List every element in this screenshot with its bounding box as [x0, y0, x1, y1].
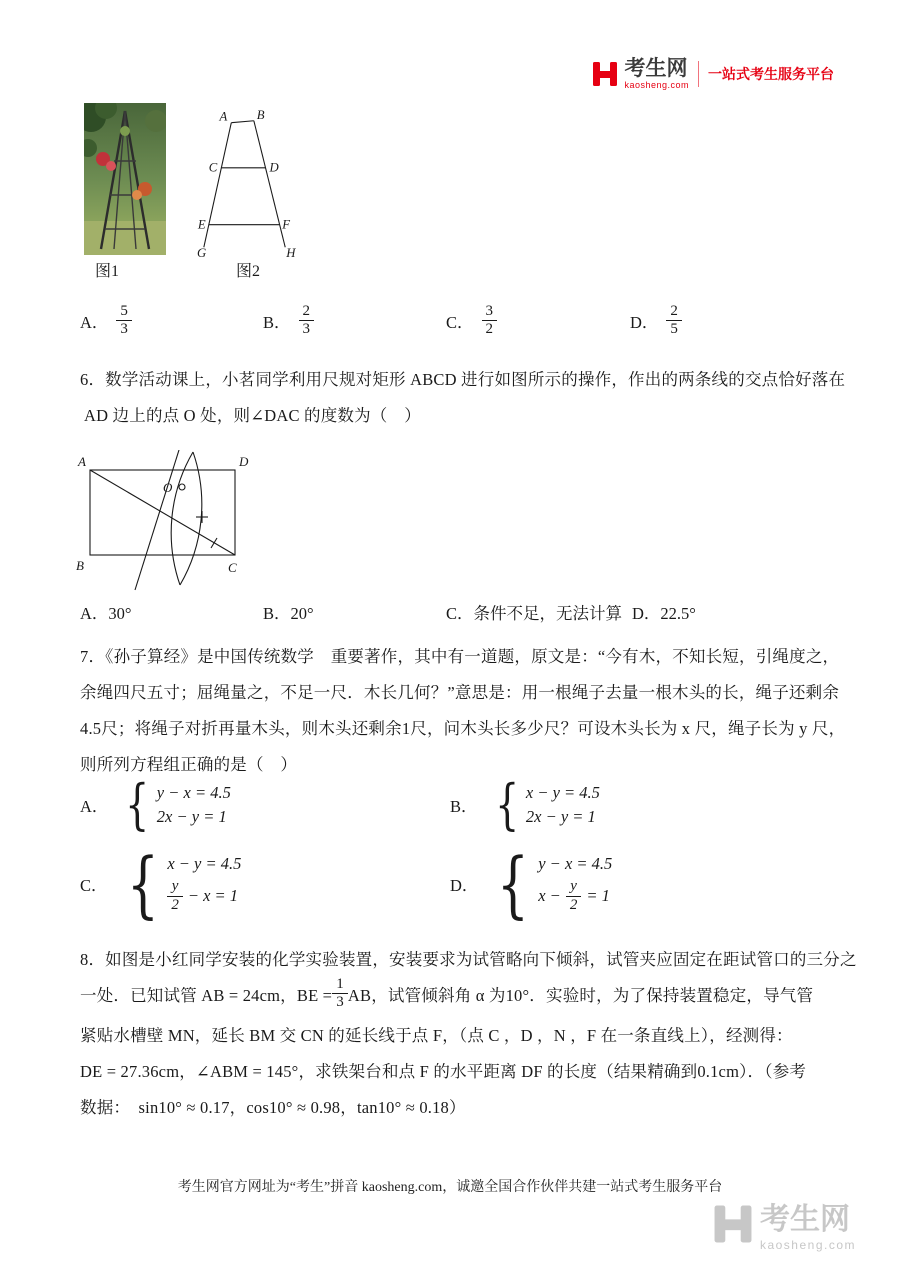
q5-geometry-figure [196, 108, 296, 260]
q7-option-a-brace: { [125, 773, 150, 836]
q5-option-c-label: C． [446, 312, 474, 332]
q7-option-d-brace: { [497, 842, 530, 926]
q7-option-c [80, 842, 242, 926]
q5-option-c [446, 303, 497, 339]
q7-text-line1: 7．《孙子算经》是中国传统数学 重要著作，其中有一道题，原文是：“今有木，不知长短，引绳度之， [80, 647, 840, 666]
watermark-brand-text: 考生网 [759, 1203, 850, 1236]
q5-option-b-fraction: $\frac{2}{3}$ [299, 303, 315, 339]
fig2-label-c: C [208, 160, 218, 175]
q5-option-a-label: A． [80, 312, 109, 332]
site-logo [592, 58, 834, 90]
q5-option-a-fraction: $\frac{5}{3}$ [116, 303, 132, 339]
q5-option-c-fraction: $\frac{3}{2}$ [482, 303, 498, 339]
q8-line2-fraction: $\frac{1}{3}$ [332, 976, 348, 1012]
q7-option-d-eq2: x − $\frac{y}{2}$ = 1 [538, 878, 610, 913]
fig2-label-e: E [197, 217, 206, 232]
q6-text-line1: 6．数学活动课上，小茗同学利用尺规对矩形 ABCD 进行如图所示的操作，作出的两条线的交点恰好落在 [80, 370, 846, 389]
q5-option-b [263, 303, 314, 339]
q8-text-line1: 8．如图是小红同学安装的化学实验装置，安装要求为试管略向下倾斜，试管夹应固定在距试管口的三分之 [80, 950, 857, 969]
q7-text-line3: 4.5尺；将绳子对折再量木头，则木头还剩余1尺，问木头长多少尺？可设木头长为 x 尺，绳子长为 y 尺， [80, 719, 846, 738]
q7-option-c-label: C． [80, 876, 108, 895]
q7-option-c-brace: { [126, 842, 159, 926]
q7-option-b-brace: { [494, 773, 519, 836]
q7-option-d-label: D． [450, 876, 479, 895]
q7-option-d [450, 842, 613, 926]
q8-text-line5: 数据： sin10° ≈ 0.17，cos10° ≈ 0.98，tan10° ≈ 0.18） [80, 1098, 466, 1117]
q5-option-b-label: B． [263, 312, 291, 332]
q6-fig-label-a: A [78, 454, 86, 469]
q5-option-a [80, 303, 132, 339]
logo-tagline: 一站式考生服务平台 [708, 66, 834, 82]
q5-option-d [630, 303, 682, 339]
fig2-label-d: D [269, 160, 279, 175]
q7-option-d-fraction: $\frac{y}{2}$ [566, 878, 582, 914]
q5-option-d-label: D． [630, 312, 659, 332]
q7-option-b [450, 773, 600, 836]
q7-option-c-fraction: $\frac{y}{2}$ [167, 878, 183, 914]
q7-text-line2: 余绳四尺五寸；屈绳量之，不足一尺．木长几何？”意思是：用一根绳子去量一根木头的长，绳子还剩余 [80, 683, 840, 702]
q6-text-line2: AD 边上的点 O 处，则∠DAC 的度数为（ ） [84, 406, 421, 425]
q8-text-line2: 一处．已知试管 AB = 24cm，BE = $\frac{1}{3}$ AB，试管倾斜角 α 为10°．实验时，为了保持装置稳定，导气管 [80, 976, 814, 1011]
q8-text-line3: 紧贴水槽壁 MN，延长 BM 交 CN 的延长线于点 F，（点 C ，D ，N ，F 在一条直线上），经测得： [80, 1026, 793, 1045]
q7-option-b-eq1: x − y = 4.5 [525, 783, 600, 802]
logo-brand-text: 考生网 [624, 57, 688, 80]
q6-construction-figure [75, 450, 325, 595]
fig1-caption: 图1 [95, 263, 120, 280]
q6-fig-label-c: C [228, 560, 237, 575]
fig2-label-b: B [256, 108, 265, 122]
watermark-domain-text: kaosheng.com [759, 1237, 856, 1252]
q7-option-d-eq1: y − x = 4.5 [538, 854, 613, 874]
kaosheng-logo-icon [592, 61, 618, 87]
q7-option-b-label: B． [450, 797, 478, 816]
watermark-logo-icon [713, 1204, 753, 1244]
logo-divider [698, 61, 699, 87]
q6-option-d: D．22.5° [632, 604, 696, 623]
logo-domain-text: kaosheng.com [624, 80, 689, 90]
fig2-label-a: A [219, 109, 228, 124]
q7-option-a-label: A． [80, 797, 109, 816]
q6-option-c: C．条件不足，无法计算 [446, 604, 623, 623]
fig2-caption: 图2 [236, 263, 261, 280]
fig2-label-f: F [282, 217, 291, 232]
q7-option-b-eq2: 2x − y = 1 [525, 807, 596, 826]
q6-fig-label-d: D [239, 454, 249, 469]
q7-option-a [80, 773, 231, 836]
fig2-label-h: H [286, 246, 296, 260]
q6-option-b: B．20° [263, 604, 314, 623]
q7-option-c-eq2: $\frac{y}{2}$ − x = 1 [167, 878, 241, 914]
q5-photo-flower-stand [84, 103, 166, 255]
q7-option-a-eq1: y − x = 4.5 [156, 783, 231, 802]
watermark-logo [713, 1204, 856, 1252]
q6-fig-label-o: O [163, 480, 173, 495]
q5-option-d-fraction: $\frac{2}{5}$ [666, 303, 682, 339]
q6-option-a: A．30° [80, 604, 132, 623]
q7-option-a-eq2: 2x − y = 1 [156, 807, 227, 826]
q7-option-c-eq1: x − y = 4.5 [167, 854, 242, 874]
q8-text-line4: DE = 27.36cm，∠ABM = 145°，求铁架台和点 F 的水平距离 DF 的长度（结果精确到0.1cm）．（参考 [80, 1062, 807, 1081]
q7-text-line4: 则所列方程组正确的是（ ） [80, 755, 298, 774]
q6-fig-label-b: B [76, 558, 84, 573]
footer-text: 考生网官方网址为“考生”拼音 kaosheng.com，诚邀全国合作伙伴共建一站式考生服务平台 [177, 1180, 723, 1195]
fig2-label-g: G [196, 246, 207, 260]
